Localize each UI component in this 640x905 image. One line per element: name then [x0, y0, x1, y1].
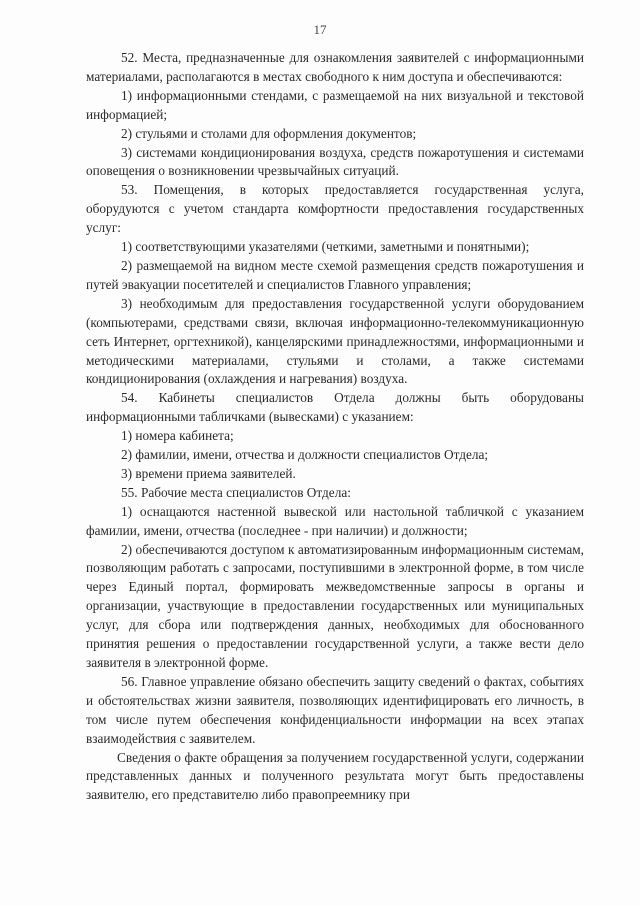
document-body: [86, 49, 584, 805]
paragraph: 1) соответствующими указателями (четкими, заметными и понятными);: [121, 239, 530, 255]
paragraph: 2) размещаемой на видном месте схемой размещения средств пожаротушения и путей эвакуации посетителей и специалистов Главного управления;: [86, 257, 584, 292]
paragraph: 1) оснащаются настенной вывеской или настольной табличкой с указанием фамилии, имени, отчества (последнее - при наличии) и должности;: [86, 503, 584, 538]
paragraph: 2) фамилии, имени, отчества и должности специалистов Отдела;: [121, 447, 489, 463]
paragraph: 3) времени приема заявителей.: [121, 465, 296, 481]
paragraph: Сведения о факте обращения за получением государственной услуги, содержании представленных данных и полученного результата могут быть предоставлены заявителю, его представителю либо правопреемнику при: [86, 749, 584, 803]
paragraph: 1) номера кабинета;: [121, 428, 234, 444]
paragraph: 3) необходимым для предоставления государственной услуги оборудованием (компьютерами, средствами связи, включая информационно-телекоммуникационную сеть Интернет, оргтехникой), канцелярскими принадлежностями, информационными и методическими материалами, стульями и столами, а также системами кондиционирования (охлаждения и нагревания) воздуха.: [86, 295, 584, 387]
paragraph: 56. Главное управление обязано обеспечить защиту сведений о фактах, событиях и обстоятельствах жизни заявителя, позволяющих идентифицировать его личность, в том числе путем обеспечения конфиденциальности информации на всех этапах взаимодействия с заявителем.: [86, 673, 584, 746]
page-number: 17: [313, 22, 327, 37]
paragraph: 55. Рабочие места специалистов Отдела:: [121, 484, 351, 500]
paragraph: 2) обеспечиваются доступом к автоматизированным информационным системам, позволяющим работать с запросами, поступившими в электронной форме, в том числе через Единый портал, формировать межведомственные запросы в органы и организации, участвующие в предоставлении государственных или муниципальных услуг, для сбора или подтверждения данных, необходимых для обоснованного принятия решения о предоставлении государственной услуги, а также вести дело заявителя в электронной форме.: [86, 541, 584, 670]
paragraph: 54. Кабинеты специалистов Отдела должны быть оборудованы информационными табличками (вывесками) с указанием:: [86, 390, 584, 425]
paragraph: 52. Места, предназначенные для ознакомления заявителей с информационными материалами, располагаются в местах свободного к ним доступа и обеспечиваются:: [86, 50, 584, 84]
paragraph: 2) стульями и столами для оформления документов;: [121, 125, 417, 141]
paragraph: 3) системами кондиционирования воздуха, средств пожаротушения и системами оповещения о возникновении чрезвычайных ситуаций.: [86, 144, 584, 179]
paragraph: 53. Помещения, в которых предоставляется государственная услуга, оборудуются с учетом стандарта комфортности предоставления государственных услуг:: [86, 182, 584, 236]
paragraph: 1) информационными стендами, с размещаемой на них визуальной и текстовой информацией;: [86, 87, 584, 122]
